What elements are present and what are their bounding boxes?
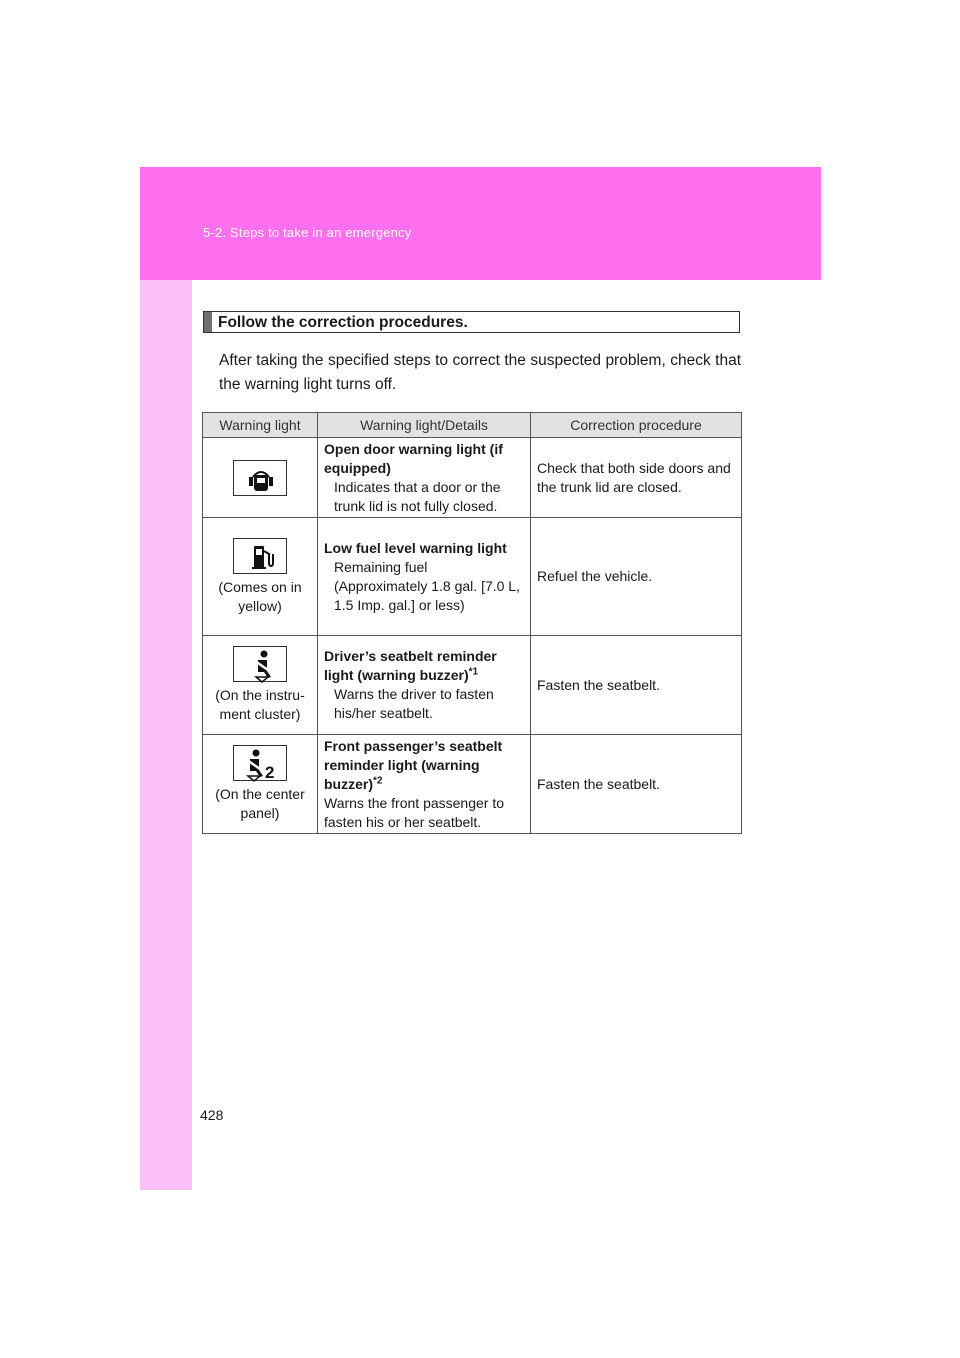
light-details: Remaining fuel (Approximately 1.8 gal. [7.0 L, 1.5 Imp. gal.] or less) [334, 558, 520, 613]
table-row [203, 438, 742, 518]
details-cell [318, 735, 531, 834]
details-cell [318, 636, 531, 735]
intro-paragraph: After taking the specified steps to correct the suspected problem, check that the warning light turns off. [219, 352, 741, 393]
table-header-row [203, 413, 742, 438]
light-name: Open door warning light (if equipped) [324, 440, 503, 476]
section-title: Follow the correction procedures. [218, 314, 468, 331]
procedure-cell: Refuel the vehicle. [531, 518, 742, 636]
warning-light-note: (On the center panel) [215, 786, 305, 821]
sidebar-tab [140, 280, 192, 1190]
door-open-warning-icon [233, 460, 287, 496]
warning-light-cell [203, 636, 318, 735]
light-details: Warns the driver to fasten his/her seatbelt. [334, 686, 494, 721]
procedure-cell: Fasten the seatbelt. [531, 735, 742, 834]
section-heading [203, 311, 740, 333]
details-cell [318, 518, 531, 636]
footnote-ref: *1 [468, 666, 479, 678]
light-name: Low fuel level warning light [324, 539, 507, 556]
warning-light-cell [203, 518, 318, 636]
warning-light-note: (Comes on in yellow) [218, 578, 302, 614]
column-header: Correction procedure [531, 413, 742, 438]
details-cell [318, 438, 531, 518]
table-row [203, 518, 742, 636]
table-row [203, 636, 742, 735]
light-details: Indicates that a door or the trunk lid is not fully closed. [334, 478, 501, 514]
breadcrumb: 5-2. Steps to take in an emergency [203, 225, 412, 240]
column-header: Warning light/Details [318, 413, 531, 438]
passenger-seatbelt-reminder-icon [233, 745, 287, 781]
procedure-cell: Fasten the seatbelt. [531, 636, 742, 735]
procedure-cell: Check that both side doors and the trunk lid are closed. [531, 438, 742, 518]
warning-light-table [202, 412, 742, 834]
header-band [140, 167, 821, 280]
column-header: Warning light [203, 413, 318, 438]
seatbelt-reminder-icon [233, 646, 287, 682]
light-name: Front passenger’s seatbelt reminder light (warning buzzer) [324, 737, 503, 792]
section-marker [204, 312, 212, 332]
warning-light-note: (On the instru-ment cluster) [215, 687, 305, 722]
table-row [203, 735, 742, 834]
warning-light-cell [203, 438, 318, 518]
fuel-pump-icon [233, 538, 287, 574]
footnote-ref: *2 [373, 774, 383, 786]
light-name: Driver’s seatbelt reminder light (warning buzzer) [324, 648, 497, 683]
light-details: Warns the front passenger to fasten his or her seatbelt. [324, 794, 505, 830]
svg-text:2: 2 [265, 763, 275, 782]
page-number: 428 [200, 1107, 224, 1123]
warning-light-cell [203, 735, 318, 834]
